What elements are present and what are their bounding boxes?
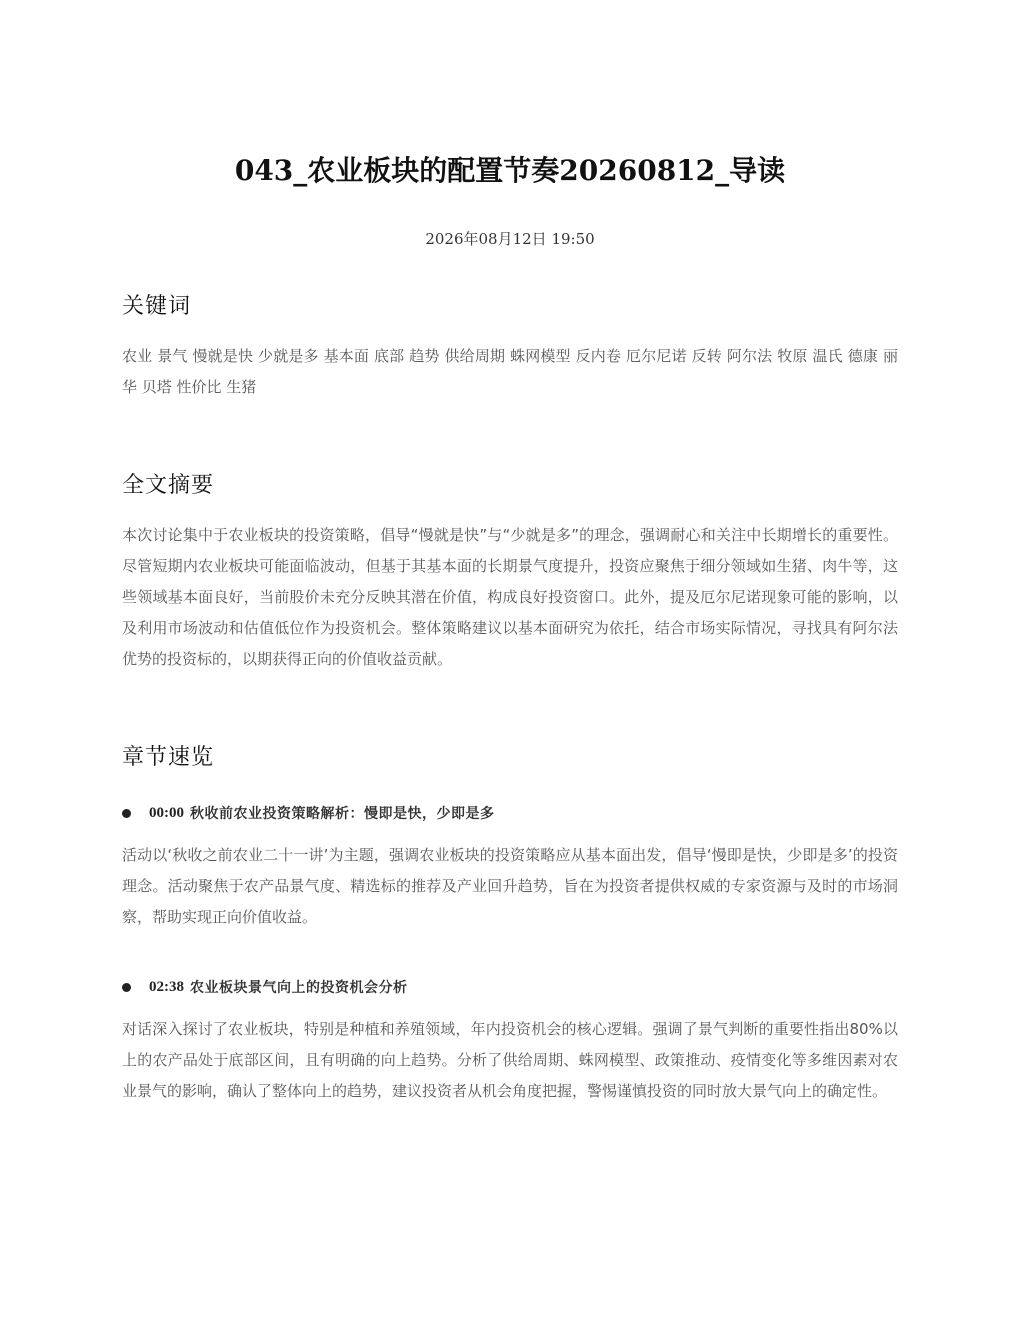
summary-heading: 全文摘要 [122, 473, 215, 498]
chapter-item-heading [122, 975, 898, 999]
document-title: 043_农业板块的配置节奏20260812_导读 [234, 154, 786, 187]
chapter-timestamp: 02:38 [149, 978, 184, 995]
chapter-text: 对话深入探讨了农业板块，特别是种植和养殖领域，年内投资机会的核心逻辑。强调了景气判断的重要性指出80%以上的农产品处于底部区间，且有明确的向上趋势。分析了供给周期、蛛网模型、政策推动、疫情变化等多维因素对农业景气的影响，确认了整体向上的趋势，建议投资者从机会角度把握，警惕谨慎投资的同时放大景气向上的确定性。 [122, 1020, 898, 1100]
keywords-heading: 关键词 [122, 294, 192, 319]
summary-text: 本次讨论集中于农业板块的投资策略，倡导“慢就是快”与“少就是多”的理念，强调耐心和关注中长期增长的重要性。尽管短期内农业板块可能面临波动，但基于其基本面的长期景气度提升，投资应聚焦于细分领域如生猪、肉牛等，这些领域基本面良好，当前股价未充分反映其潜在价值，构成良好投资窗口。此外，提及厄尔尼诺现象可能的影响，以及利用市场波动和估值低位作为投资机会。整体策略建议以基本面研究为依托，结合市场实际情况，寻找具有阿尔法优势的投资标的，以期获得正向的价值收益贡献。 [122, 526, 898, 668]
chapters-heading: 章节速览 [122, 745, 215, 770]
bullet-dot-icon [122, 983, 131, 992]
chapter-timestamp: 00:00 [149, 804, 184, 821]
keywords-text: 农业 景气 慢就是快 少就是多 基本面 底部 趋势 供给周期 蛛网模型 反内卷 厄尔尼诺 反转 阿尔法 牧原 温氏 德康 丽华 贝塔 性价比 生猪 [122, 347, 898, 396]
bullet-dot-icon [122, 809, 131, 818]
document-date: 2026年08月12日 19:50 [425, 230, 595, 248]
chapter-text: 活动以‘秋收之前农业二十一讲’为主题，强调农业板块的投资策略应从基本面出发，倡导‘慢即是快，少即是多’的投资理念。活动聚焦于农产品景气度、精选标的推荐及产业回升趋势，旨在为投资者提供权威的专家资源与及时的市场洞察，帮助实现正向价值收益。 [122, 846, 898, 926]
chapter-title: 农业板块景气向上的投资机会分析 [190, 980, 408, 996]
chapter-title: 秋收前农业投资策略解析：慢即是快，少即是多 [190, 806, 495, 822]
chapter-item-heading [122, 801, 898, 825]
